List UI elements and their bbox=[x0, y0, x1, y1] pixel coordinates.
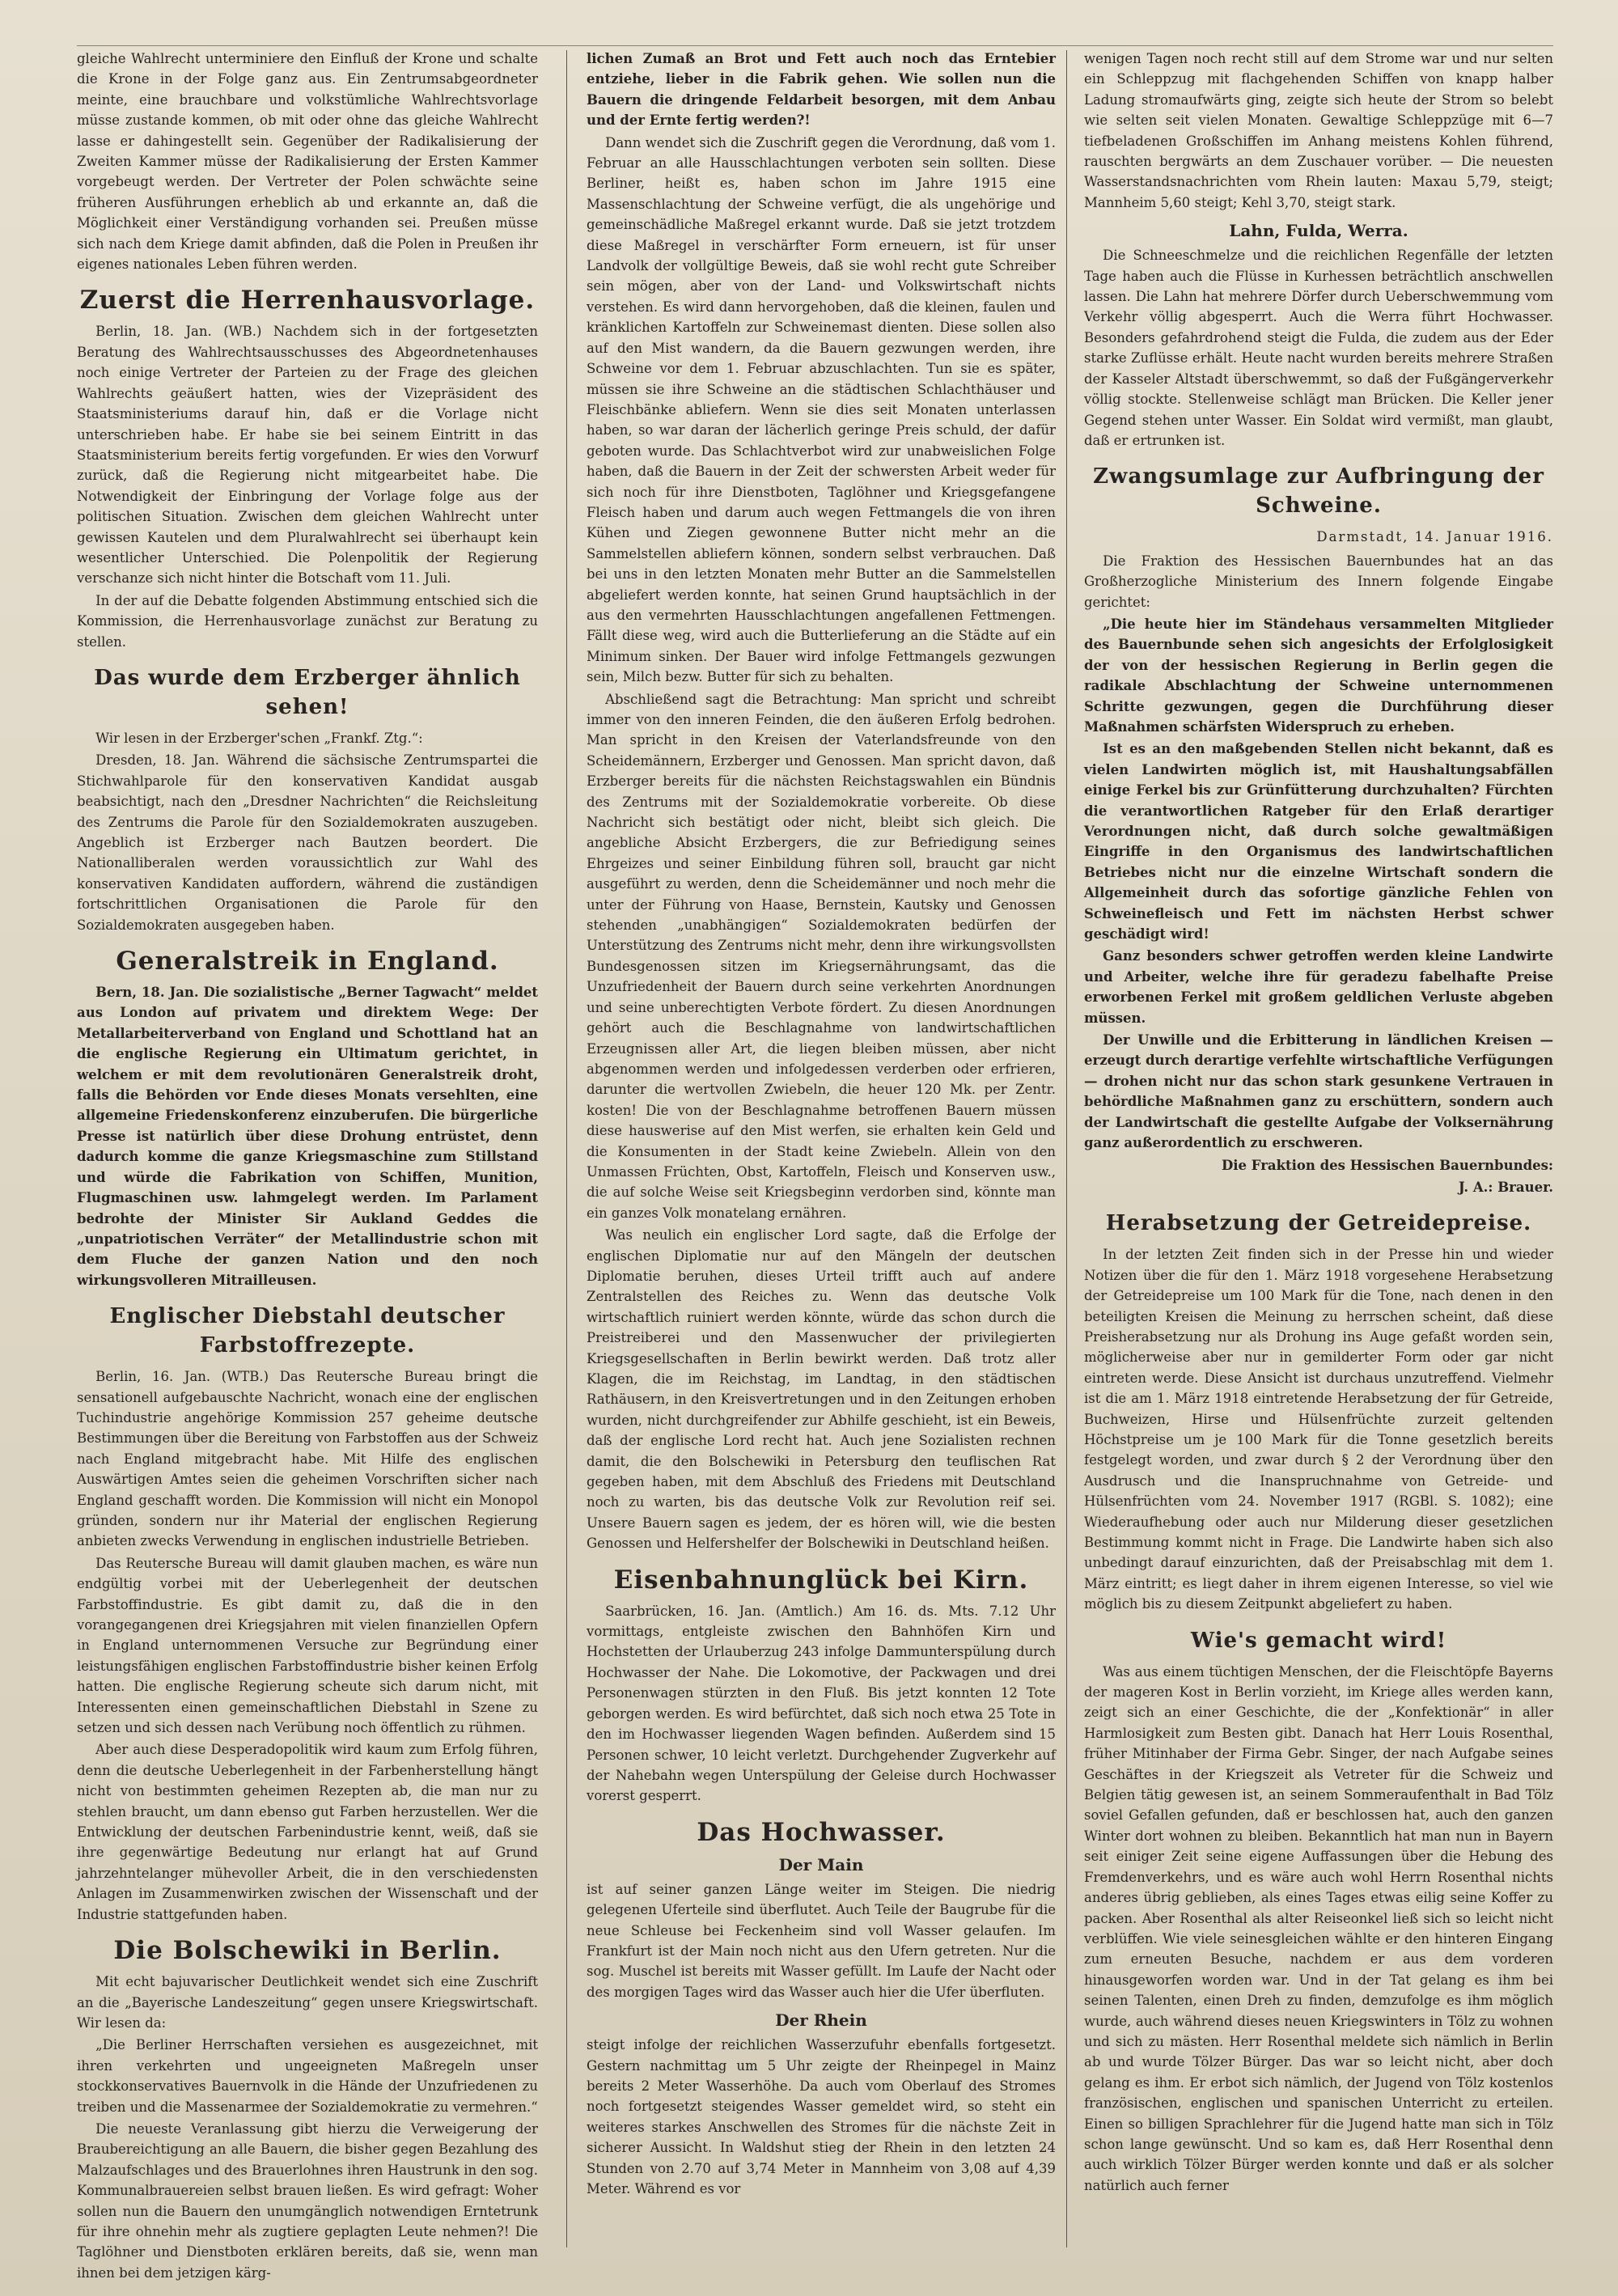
paragraph: Die neueste Veranlassung gibt hierzu die Verweigerung der Braubereichtigung an alle Bauern, die bisher gegen Bezahlung des Malzaufschlages und des Brauerlohnes ihren Haustrunk in den sog. Kommunalbrauereien selbst brauen ließen. Es wird gefragt: Woher sollen nun die Bauern den unumgänglich notwendigen Erntetrunk für ihre ohnehin mehr als zugtiere geplagten Leute nehmen?! Die Taglöhner und Dienstboten erklären bereits, daß sie, wenn man ihnen bei dem jetzigen kärg- bbox=[77, 2120, 538, 2281]
paragraph: Berlin, 18. Jan. (WB.) Nachdem sich in der fortgesetzten Beratung des Wahlrechtsausschusses des Abgeordnetenhauses noch einige Vertreter der Parteien zu der Frage des gleichen Wahlrechts geäußert hatten, wies der Vizepräsident des Staatsministeriums darauf hin, daß er die Vorlage nicht unterschrieben habe. Er habe sie bei seinem Eintritt in das Staatsministerium bereits fertig vorgefunden. Er wies den Vorwurf zurück, daß die Regierung nicht mitgearbeitet habe. Die Notwendigkeit der Einbringung der Vorlage folge aus der politischen Situation. Zwischen dem gleichen Wahlrecht unter gewissen Kautelen und dem Pluralwahlrecht sei überhaupt kein wesentlicher Unterschied. Die Polenpolitik der Regierung verschanze sich nicht hinter die Botschaft vom 11. Juli. bbox=[77, 324, 538, 587]
signature-name: J. A.: Brauer. bbox=[1458, 1179, 1553, 1195]
paragraph: „Die heute hier im Ständehaus versammelten Mitglieder des Bauernbunde sehen sich angesichts der Erfolglosigkeit der von der hessischen Regierung in Berlin gegen die radikale Abschlachtung der Schweine unternommenen Schritte gezwungen, gegen die Durchführung dieser Maßnahmen schärfsten Widerspruch zu erheben. bbox=[1084, 616, 1553, 735]
headline-getreidepreise: Herabsetzung der Getreidepreise. bbox=[1105, 1211, 1532, 1236]
headline-zwangsumlage: Zwangsumlage zur Aufbringung der Schweine. bbox=[1093, 464, 1544, 519]
paragraph: Berlin, 16. Jan. (WTB.) Das Reutersche Bureau bringt die sensationell aufgebauschte Nachricht, wonach eine der englischen Tuchindustrie angehörige Kommission 257 geheime deutsche Bestimmungen über die Bereitung von Farbstoffen aus der Schweiz nach England mitgebracht habe. Mit Hilfe des englischen Auswärtigen Amtes seien die geheimen Vorschriften sicher nach England geschafft worden. Die Kommission will nicht ein Monopol gründen, sondern nur ihr Material der englischen Regierung anbieten zwecks Verwendung in englischen industrielle Betrieben. bbox=[77, 1369, 538, 1549]
headline-generalstreik: Generalstreik in England. bbox=[116, 947, 499, 976]
headline-farbstoffrezepte: Englischer Diebstahl deutscher Farbstoffrezepte. bbox=[109, 1304, 506, 1358]
column-divider-2 bbox=[1066, 50, 1067, 2247]
paragraph: Wir lesen in der Erzberger'schen „Frankf. Ztg.“: bbox=[95, 730, 423, 746]
column-3 bbox=[1084, 49, 1553, 2249]
paragraph: Abschließend sagt die Betrachtung: Man spricht und schreibt immer von den inneren Feinden, die den äußeren Erfolg bedrohen. Man spricht in den Kreisen der Vaterlandsfreunde von den Scheidemännern, Erzberger und Genossen. Man spricht davon, daß Erzberger bereits für die nächsten Reichstagswahlen ein Bündnis des Zentrums mit der Sozialdemokratie vorbereite. Ob diese Nachricht sich bestätigt oder nicht, bleibt sich gleich. Die angebliche Absicht Erzbergers, die zur Befriedigung seines Ehrgeizes und seiner Einbildung führen soll, braucht gar nicht ausgeführt zu werden, denn die Scheidemänner und noch mehr die unter der Führung von Haase, Bernstein, Kautsky und Genossen stehenden „unabhängigen“ Sozialdemokraten bedürfen der Unterstützung des Zentrums nicht mehr, denn ihre wirkungsvollsten Bundesgenossen sitzen im Kriegsernährungsamt, das die Unzufriedenheit der Bauern durch seine verkehrten Anordnungen und seine unberechtigten Verbote fördert. Zu diesen Anordnungen gehört auch die Beschlagnahme von landwirtschaftlichen Erzeugnissen aller Art, die liegen bleiben müssen, aber nicht abgenommen werden und infolgedessen verderben oder erfrieren, darunter die wertvollen Zwiebeln, die heuer 120 Mk. per Zentr. kosten! Die von der Beschlagnahme betroffenen Bauern müssen diese hauswerise auf den Mist werfen, sie erhalten kein Geld und die Konsumenten in der Stadt keine Zwiebeln. Allein von den Unmassen Früchten, Obst, Kartoffeln, Fleisch und Konserven usw., die auf solche Weise seit Kriegsbeginn verdorben sind, könnte man ein ganzes Volk monatelang ernähren. bbox=[587, 691, 1056, 1221]
paragraph: Der Unwille und die Erbitterung in ländlichen Kreisen — erzeugt durch derartige verfehlte wirtschaftliche Verfügungen — drohen nicht nur das schon stark gesunkene Vertrauen in behördliche Maßnahmen ganz zu erschüttern, sondern auch der Landwirtschaft die gestellte Aufgabe der Volksernährung ganz außerordentlich zu erschweren. bbox=[1084, 1032, 1553, 1151]
paragraph: Die Schneeschmelze und die reichlichen Regenfälle der letzten Tage haben auch die Flüsse in Kurhessen beträchtlich anschwellen lassen. Die Lahn hat mehrere Dörfer durch Ueberschwemmung vom Verkehr völlig abgesperrt. Auch die Werra führt Hochwasser. Besonders gefahrdrohend steigt die Fulda, die zudem aus der Eder starke Zuflüsse erhält. Heute nacht wurden bereits mehrere Straßen der Kasseler Altstadt überschwemmt, so daß der Fußgängerverkehr völlig stockte. Stellenweise schlägt man Brücken. Die Keller jener Gegend stehen unter Wasser. Ein Soldat wird vermißt, man glaubt, daß er ertrunken ist. bbox=[1084, 248, 1553, 448]
signature-line: Die Fraktion des Hessischen Bauernbundes: bbox=[1221, 1157, 1553, 1173]
column-1 bbox=[77, 49, 538, 2281]
headline-hochwasser: Das Hochwasser. bbox=[697, 1817, 946, 1847]
paragraph: steigt infolge der reichlichen Wasserzufuhr ebenfalls fortgesetzt. Gestern nachmittag um 5 Uhr zeigte der Rheinpegel in Mainz bereits 2 Meter Wasserhöhe. Da auch vom Oberlauf des Stromes noch fortgesetzt steigendes Wasser gemeldet wird, so steht ein weiteres starkes Anschwellen des Stromes für die nächste Zeit in sicherer Aussicht. In Waldshut stieg der Rhein in den letzten 24 Stunden von 2.70 auf 3,74 Meter in Mannheim von 3,08 auf 4,39 Meter. Während es vor bbox=[587, 2037, 1056, 2196]
article-continuation: lichen Zumaß an Brot und Fett auch noch das Erntebier entziehe, lieber in die Fabrik gehen. Wie sollen nun die Bauern die dringende Feldarbeit besorgen, mit dem Anbau und der Ernte fertig werden?! bbox=[587, 51, 1056, 129]
headline-eisenbahnunglueck: Eisenbahnunglück bei Kirn. bbox=[613, 1565, 1029, 1595]
top-rule bbox=[77, 45, 1553, 46]
headline-bolschewiki: Die Bolschewiki in Berlin. bbox=[113, 1936, 502, 1966]
paragraph: Was aus einem tüchtigen Menschen, der die Fleischtöpfe Bayerns der mageren Kost in Berlin vorzieht, im Kriege alles werden kann, zeigt sich an einer Geschichte, die der „Konfektionär“ in aller Harmlosigkeit zum Besten gibt. Danach hat Herr Louis Rosenthal, früher Mitinhaber der Firma Gebr. Singer, der nach Aufgabe seines Geschäftes in der Kriegszeit als Vetreter für die Schweiz und Belgien tätig gewesen ist, an seinem Sommeraufenthalt in Bad Tölz soviel Gefallen gefunden, daß er beschlossen hat, auch den ganzen Winter dort wohnen zu bleiben. Bekanntlich hat man nun in Bayern seit einiger Zeit seine eigene Auffassungen über die Hebung des Fremdenverkehrs, und es wäre auch wohl Herrn Rosenthal nichts anderes übrig geblieben, als eines Tages etwas eilig seine Koffer zu packen. Aber Rosenthal als alter Reiseonkel ließ sich so leicht nicht verblüffen. Wie viele seinesgleichen wählte er den hinteren Eingang zum erneuten Besuche, nachdem er aus dem vorderen hinausgeworfen worden war. Und in der Tat gelang es ihm bei seinen Talenten, einen Dreh zu finden, demzufolge es ihm möglich wurde, auch während dieses neuen Kriegswinters in Tölz zu wohnen und sich zu mästen. Herr Rosenthal meldete sich nämlich in Berlin ab und wurde Tölzer Bürger. Das war so leicht nicht, aber doch gelang es ihm. Er erbot sich nämlich, der Jugend von Tölz kostenlos französischen, englischen und spanischen Unterricht zu erteilen. Einen so billigen Sprachlehrer für die Jugend hatte man sich in Tölz schon lange gewünscht. Und so kam es, daß Herr Rosenthal denn auch wirklich Tölzer Bürger werden konnte und daß er als solcher natürlich auch ferner bbox=[1084, 1663, 1553, 2193]
paragraph: Dresden, 18. Jan. Während die sächsische Zentrumspartei die Stichwahlparole für den konservativen Kandidat ausgab beabsichtigt, nach den „Dresdner Nachrichten“ die Reichsleitung des Zentrums die Parole für den Sozialdemokraten auszugeben. Angeblich ist Erzberger nach Bautzen beordert. Die Nationalliberalen werden voraussichtlich zur Wahl des konservativen Kandidaten auffordern, während die zuständigen fortschrittlichen Organisationen die Parole für den Sozialdemokraten ausgegeben haben. bbox=[77, 752, 538, 933]
subheading-rhein: Der Rhein bbox=[775, 2010, 867, 2031]
paragraph: Bern, 18. Jan. Die sozialistische „Berner Tagwacht“ meldet aus London auf privatem und direktem Wege: Der Metallarbeiterverband von England und Schottland hat an die englische Regierung ein Ultimatum gerichtet, in welchem er mit dem revolutionären Generalstreik droht, falls die Behörden vor Ende dieses Monats versehlten, eine allgemeine Friedenskonferenz einzuberufen. Die bürgerliche Presse ist natürlich über diese Drohung entrüstet, denn dadurch komme die ganze Kriegsmaschine zum Stillstand und würde die Fabrikation von Schiffen, Munition, Flugmaschinen usw. lahmgelegt werden. Im Parlament bedrohte der Minister Sir Aukland Geddes die „unpatriotischen Verräter“ der Metallindustrie schon mit dem Fluche der ganzen Nation und den noch wirkungsvolleren Mitrailleusen. bbox=[77, 985, 538, 1288]
subheading-main: Der Main bbox=[778, 1854, 864, 1875]
paragraph: Saarbrücken, 16. Jan. (Amtlich.) Am 16. ds. Mts. 7.12 Uhr vormittags, entgleiste zwischen den Bahnhöfen Kirn und Hochstetten der Urlauberzug 243 infolge Dammunterspülung durch Hochwasser der Nahe. Die Lokomotive, der Packwagen und drei Personenwagen stürzten in den Fluß. Bis jetzt konnten 12 Tote geborgen werden. Es wird befürchtet, daß sich noch etwa 25 Tote in den im Hochwasser liegenden Wagen befinden. Außerdem sind 15 Personen schwer, 10 leicht verletzt. Durchgehender Zugverkehr auf der Nahebahn wegen Unterspülung der Geleise durch Hochwasser vorerst gesperrt. bbox=[587, 1603, 1056, 1804]
article-continuation: gleiche Wahlrecht unterminiere den Einfluß der Krone und schalte die Krone in der Folge ganz aus. Ein Zentrumsabgeordneter meinte, eine brauchbare und volkstümliche Wahlrechtsvorlage müsse zustande kommen, ob mit oder ohne das gleiche Wahlrecht lasse er dahingestellt sein. Gegenüber der Radikalisierung der Zweiten Kammer müsse der Radikalisierung der Ersten Kammer vorgebeugt werden. Der Vertreter der Polen schwächte seine früheren Ausführungen erheblich ab und erkannte an, daß die Möglichkeit einer Verständigung vorhanden sei. Preußen müsse sich nach dem Kriege damit abfinden, daß die Polen in Preußen ihr eigenes nationales Leben führen werden. bbox=[77, 51, 538, 273]
column-divider-1 bbox=[566, 50, 567, 2247]
paragraph: In der letzten Zeit finden sich in der Presse hin und wieder Notizen über die für den 1. März 1918 vorgesehene Herabsetzung der Getreidepreise um 100 Mark für die Tone, nach denen in den beteiligten Kreisen die Meinung zu herrschen scheint, daß diese Preisherabsetzung nur als Drohung ins Auge gefaßt worden sein, möglicherweise aber nur in gemilderter Form oder gar nicht eintreten werde. Diese Ansicht ist durchaus unzutreffend. Vielmehr ist die am 1. März 1918 eintretende Herabsetzung der für Getreide, Buchweizen, Hirse und Hülsenfrüchte zurzeit geltenden Höchstpreise um je 100 Mark für die Tonne gesetzlich bereits festgelegt worden, und zwar durch § 2 der Verordnung über den Ausdrusch und die Inanspruchnahme von Getreide- und Hülsenfrüchten vom 24. November 1917 (RGBl. S. 1082); eine Wiederaufhebung oder auch nur Milderung dieser gesetzlichen Bestimmung kommt nicht in Frage. Die Landwirte haben sich also unbedingt darauf einzurichten, daß der Preisabschlag mit dem 1. März eintritt; es liegt daher in ihrem eigenen Interesse, so viel wie möglich bis zu diesem Zeitpunkt abgeliefert zu haben. bbox=[1084, 1247, 1553, 1612]
headline-erzberger: Das wurde dem Erzberger ähnlich sehen! bbox=[94, 665, 521, 719]
paragraph: Mit echt bajuvarischer Deutlichkeit wendet sich eine Zuschrift an die „Bayerische Landeszeitung“ gegen unsere Kriegswirtschaft. Wir lesen da: bbox=[77, 1974, 538, 2031]
paragraph: Die Fraktion des Hessischen Bauernbundes hat an das Großherzogliche Ministerium des Innern folgende Eingabe gerichtet: bbox=[1084, 553, 1553, 610]
headline-wies-gemacht-wird: Wie's gemacht wird! bbox=[1190, 1628, 1447, 1653]
paragraph: Aber auch diese Desperadopolitik wird kaum zum Erfolg führen, denn die deutsche Ueberlegenheit in der Farbenherstellung hängt nicht von bestimmten geheimen Rezepten ab, die man nur zu stehlen braucht, um dann ebenso gut Farben herzustellen. Wer die Entwicklung der deutschen Farbenindustrie kennt, weiß, daß sie ihre gegenwärtige Bedeutung nur erlangt hat auf Grund jahrzehntelanger mühevoller Arbeit, die in den verschiedensten Anlagen im Zusammenwirken zwischen der Wissenschaft und der Industrie stattgefunden haben. bbox=[77, 1742, 538, 1922]
paragraph: In der auf die Debatte folgenden Abstimmung entschied sich die Kommission, die Herrenhausvorlage zunächst zur Beratung zu stellen. bbox=[77, 592, 538, 650]
paragraph: Ist es an den maßgebenden Stellen nicht bekannt, daß es vielen Landwirten möglich ist, mit Haushaltungsabfällen einige Ferkel bis zur Grünfütterung durchzuhalten? Fürchten die verantwortlichen Ratgeber für den Erlaß derartiger Verordnungen nicht, daß durch solche gewaltmäßigen Eingriffe in den Organismus des landwirtschaftlichen Betriebes nicht nur die einzelne Wirtschaft sondern die Allgemeinheit durch das sofortige gänzliche Fehlen von Schweinefleisch und Fett im nächsten Herbst schwer geschädigt wird! bbox=[1084, 741, 1553, 943]
paragraph: Was neulich ein englischer Lord sagte, daß die Erfolge der englischen Diplomatie nur auf den Mängeln der deutschen Diplomatie beruhen, dieses Urteil trifft auch auf andere Zentralstellen des Reiches zu. Wenn das deutsche Volk wirtschaftlich ruiniert werden könnte, würde das schon durch die Preistreiberei und den Massenwucher der privilegierten Kriegsgesellschaften in Berlin bewirkt werden. Daß trotz aller Klagen, die im Reichstag, im Landtag, in den städtischen Rathäusern, in den Kreisvertretungen und in den Zeitungen erhoben wurden, nicht durchgreifender zur Abhilfe geschieht, ist ein Beweis, daß der englische Lord recht hat. Auch jene Sozialisten rechnen damit, die den Bolschewiki in Petersburg den teuflischen Rat gegeben haben, mit dem Abschluß des Friedens mit Deutschland noch zu warten, bis das deutsche Volk zur Revolution reif sei. Unsere Bauern sagen es jedem, der es hören will, wie die besten Genossen und Helfershelfer der Bolschewiki in Deutschland heißen. bbox=[587, 1227, 1056, 1552]
paragraph: „Die Berliner Herrschaften versiehen es ausgezeichnet, mit ihren verkehrten und ungeeigneten Maßregeln unser stockkonservatives Bauernvolk in die Hände der Unzufriedenen zu treiben und die Massenarmee der Sozialdemokratie zu vermehren.“ bbox=[77, 2037, 538, 2115]
paragraph: Dann wendet sich die Zuschrift gegen die Verordnung, daß vom 1. Februar an alle Hausschlachtungen verboten sein sollten. Diese Berliner, heißt es, haben schon im Jahre 1915 eine Massenschlachtung der Schweine verfügt, die als ungehörige und gemeinschädliche Maßregel erkannt wurde. Daß sie jetzt trotzdem diese Maßregel in verschärfter Form erneuern, ist für unser Landvolk der vollgültige Beweis, daß sie wohl recht gute Schreiber sein mögen, aber von der Land- und Volkswirtschaft nichts verstehen. Es wird dann hervorgehoben, daß die kleinen, faulen und kränklichen Kartoffeln zur Schweinemast dienten. Diese sollen also auf den Mist wandern, da die Bauern gezwungen werden, ihre Schweine vor dem 1. Februar abzuschlachten. Tun sie es später, müssen sie ihre Schweine an die städtischen Schlachthäuser und Fleischbänke abliefern. Wenn sie dies seit Monaten unterlassen haben, so war daran der lächerlich geringe Preis schuld, der dafür geboten wurde. Das Schlachtverbot wird zur unabweislichen Folge haben, daß die Bauern in der Zeit der schwersten Arbeit weder für sich noch für ihre Dienstboten, Taglöhner und Kriegsgefangene Fleisch haben und darum auch wegen Fettmangels die von ihren Kühen und Ziegen gewonnene Butter nicht mehr an die Sammelstellen abliefern können, sondern selbst verbrauchen. Daß bei uns in den letzten Monaten mehr Butter an die Sammelstellen abgeliefert werden konnte, hat seinen Grund hauptsächlich in der aus den vermehrten Hausschlachtungen angefallenen Fettmengen. Fällt diese weg, wird auch die Butterlieferung an die Städte auf ein Minimum sinken. Der Bauer wird infolge Fettmangels gezwungen sein, Milch bezw. Butter für sich zu behalten. bbox=[587, 134, 1056, 685]
dateline: Darmstadt, 14. Januar 1916. bbox=[1316, 529, 1553, 545]
paragraph: Das Reutersche Bureau will damit glauben machen, es wäre nun endgültig vorbei mit der Ueberlegenheit der deutschen Farbstoffindustrie. Es gibt damit zu, daß die in den vorangegangenen drei Kriegsjahren mit vielen finanziellen Opfern in England unternommenen Versuche zur Begründung einer leistungsfähigen englischen Farbstoffindustrie bisher keinen Erfolg hatten. Die englische Regierung scheute sich darum nicht, mit Interessenten einen gemeinschaftlichen Diebstahl in Szene zu setzen und sich dessen nach Verübung noch öffentlich zu rühmen. bbox=[77, 1555, 538, 1736]
article-continuation: wenigen Tagen noch recht still auf dem Strome war und nur selten ein Schleppzug mit flachgehenden Schiffen von knapp halber Ladung stromaufwärts ging, zeigte sich heute der Strom so belebt wie selten seit vielen Monaten. Gewaltige Schleppzüge mit 6—7 tiefbeladenen Großschiffen im Anhang meistens Kohlen führend, rauschten bergwärts an dem Zuschauer vorüber. — Die neuesten Wasserstandsnachrichten vom Rhein lauten: Maxau 5,79, steigt; Mannheim 5,60 steigt; Kehl 3,70, steigt stark. bbox=[1084, 51, 1553, 210]
paragraph: Ganz besonders schwer getroffen werden kleine Landwirte und Arbeiter, welche ihre für geradezu fabelhafte Preise erworbenen Ferkel mit großem geldlichen Verluste abgeben müssen. bbox=[1084, 948, 1553, 1026]
headline-herrenhausvorlage: Zuerst die Herrenhausvorlage. bbox=[79, 286, 536, 316]
column-2 bbox=[587, 49, 1056, 2249]
paragraph: ist auf seiner ganzen Länge weiter im Steigen. Die niedrig gelegenen Uferteile sind überflutet. Auch Teile der Baugrube für die neue Schleuse bei Feckenheim sind voll Wasser gelaufen. Im Frankfurt ist der Main noch nicht aus den Ufern getreten. Nur die sog. Muschel ist bereits mit Wasser gefüllt. Im Laufe der Nacht oder des morgigen Tages wird das Wasser auch hier die Ufer überfluten. bbox=[587, 1881, 1056, 2000]
subheading-lahn-fulda-werra: Lahn, Fulda, Werra. bbox=[1229, 221, 1408, 241]
